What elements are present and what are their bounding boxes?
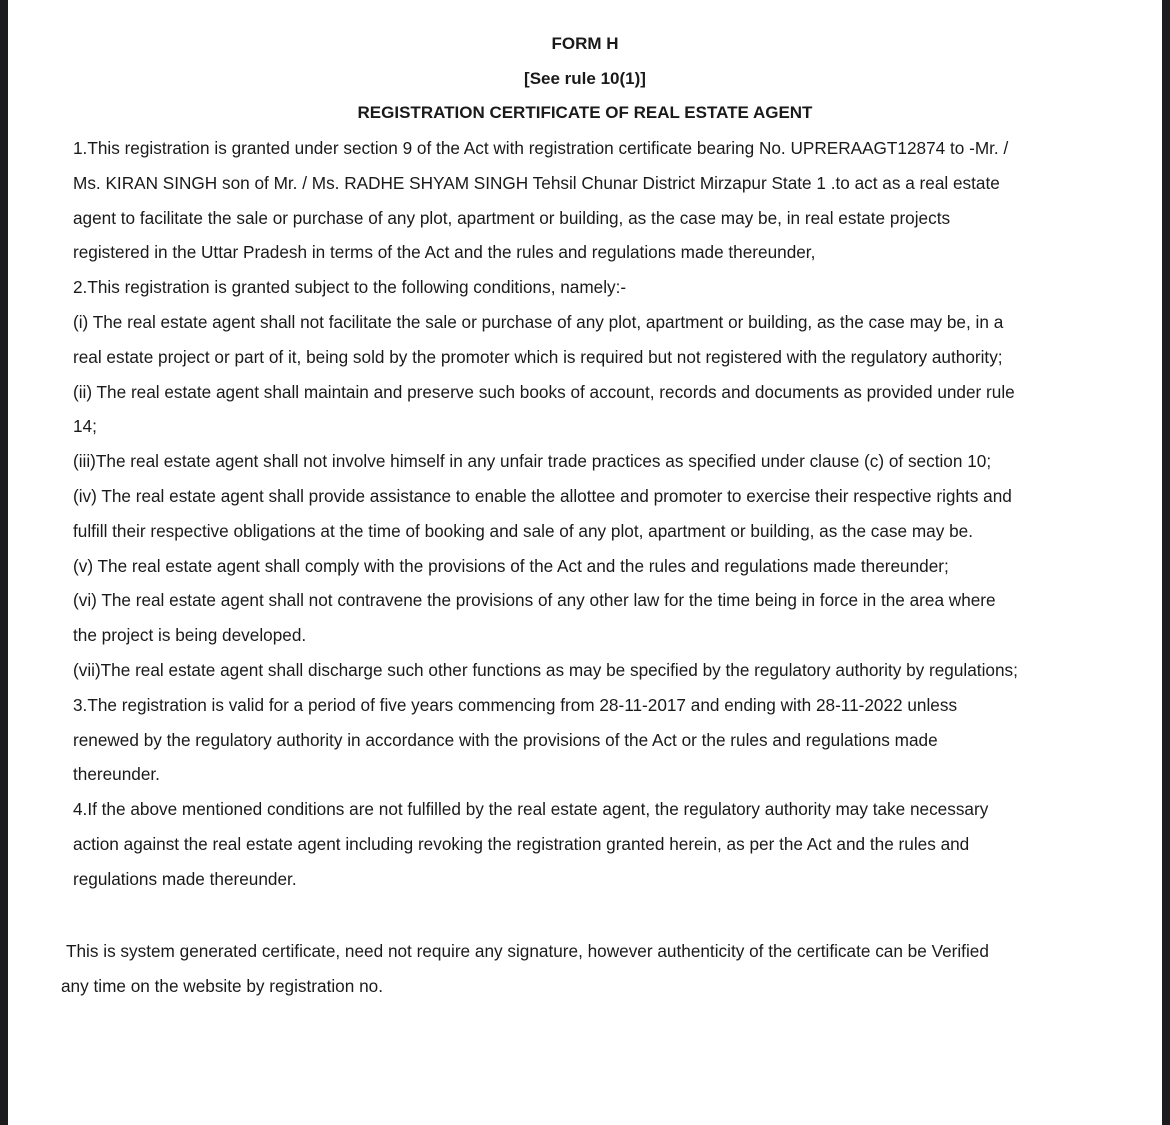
body-line: (iii)The real estate agent shall not involve himself in any unfair trade practices as specified under clause (c) of section 10; xyxy=(73,451,992,472)
right-border xyxy=(1162,0,1170,1125)
body-line: registered in the Uttar Pradesh in terms of the Act and the rules and regulations made thereunder, xyxy=(73,242,816,263)
form-name: FORM H xyxy=(551,34,619,53)
body-line: real estate project or part of it, being sold by the promoter which is required but not registered with the regulatory authority; xyxy=(73,346,1003,367)
body-line: renewed by the regulatory authority in accordance with the provisions of the Act or the rules and regulations made xyxy=(73,729,938,750)
body-line: regulations made thereunder. xyxy=(73,868,297,889)
body-line: (v) The real estate agent shall comply with the provisions of the Act and the rules and regulations made thereunder; xyxy=(73,555,949,576)
body-line: (ii) The real estate agent shall maintain and preserve such books of account, records and documents as provided under rule xyxy=(73,381,1015,402)
body-line: 1.This registration is granted under section 9 of the Act with registration certificate bearing No. UPRERAAGT12874 to -Mr. / xyxy=(73,138,1009,158)
body-line: 4.If the above mentioned conditions are not fulfilled by the real estate agent, the regulatory authority may take necessary xyxy=(73,799,989,820)
body-line: 2.This registration is granted subject to the following conditions, namely:- xyxy=(73,277,627,298)
body-line: action against the real estate agent including revoking the registration granted herein, as per the Act and the rules and xyxy=(73,834,970,854)
body-line: the project is being developed. xyxy=(73,625,307,646)
body-line: 14; xyxy=(73,416,97,437)
body-line: thereunder. xyxy=(73,764,160,785)
body-line: (vi) The real estate agent shall not contravene the provisions of any other law for the time being in force in the area where xyxy=(73,590,996,611)
body-line: Ms. KIRAN SINGH son of Mr. / Ms. RADHE SHYAM SINGH Tehsil Chunar District Mirzapur State 1 .to act as a real estate xyxy=(73,172,1000,193)
footer-note-line-1: This is system generated certificate, need not require any signature, however authenticity of the certificate can be Verified xyxy=(66,941,989,961)
rule-reference: [See rule 10(1)] xyxy=(524,69,646,88)
body-line: (vii)The real estate agent shall discharge such other functions as may be specified by the regulatory authority by regulations; xyxy=(73,660,1018,680)
body-line: (iv) The real estate agent shall provide assistance to enable the allottee and promoter to exercise their respective rights and xyxy=(73,486,1012,506)
certificate-title: REGISTRATION CERTIFICATE OF REAL ESTATE AGENT xyxy=(357,103,813,122)
body-line: (i) The real estate agent shall not facilitate the sale or purchase of any plot, apartment or building, as the case may be, in a xyxy=(73,312,1004,332)
footer-note-line-2: any time on the website by registration no. xyxy=(61,976,383,996)
body-line: agent to facilitate the sale or purchase of any plot, apartment or building, as the case may be, in real estate projects xyxy=(73,207,951,228)
body-line: fulfill their respective obligations at the time of booking and sale of any plot, apartment or building, as the case may be. xyxy=(73,520,973,541)
left-border xyxy=(0,0,8,1125)
body-line: 3.The registration is valid for a period of five years commencing from 28-11-2017 and ending with 28-11-2022 unless xyxy=(73,694,958,715)
